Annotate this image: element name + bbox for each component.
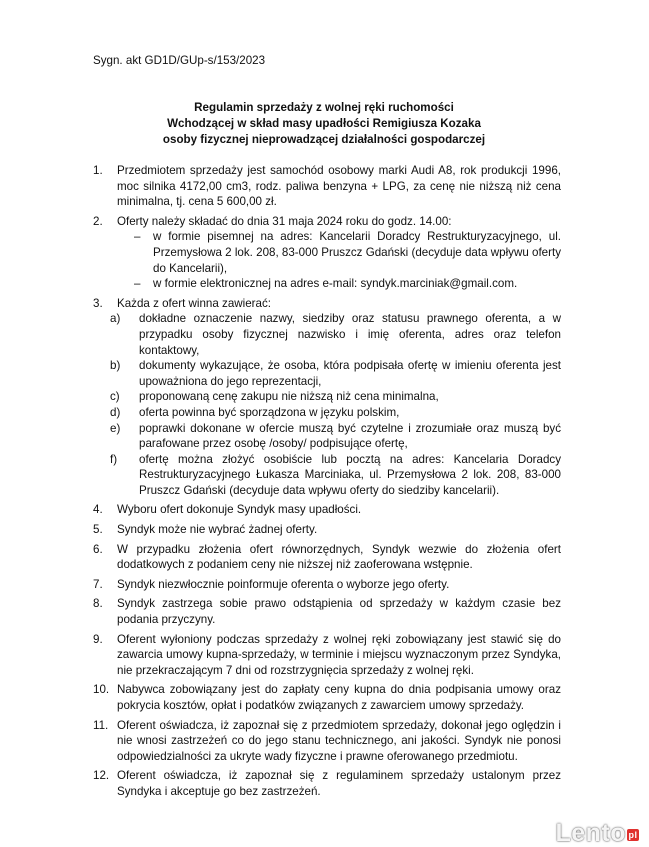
- lettered-item: [93, 311, 561, 358]
- lento-watermark: [555, 819, 639, 847]
- letter-marker: b): [110, 359, 121, 373]
- dash-marker: –: [134, 230, 141, 244]
- item-text: Oferent wyłoniony podczas sprzedaży z wolnej ręki zobowiązany jest stawić się do zawarcia umowy kupna-sprzedaży, w terminie i miejscu wyznaczonym przez Syndyka, nie przekraczającym 7 dni od rozstrzygnięcia sprzedaży z wolnej ręki.: [117, 632, 561, 677]
- letter-marker: c): [110, 390, 120, 404]
- item-number: 2.: [93, 214, 103, 228]
- item-text: Przedmiotem sprzedaży jest samochód osobowy marki Audi A8, rok produkcji 1996, moc silnika 4172,00 cm3, rodz. paliwa benzyna + LPG, za cenę nie niższą niż cena minimalna, tj. cena 5 600,00 zł.: [117, 164, 561, 209]
- watermark-text: Lento: [555, 819, 626, 847]
- item-number: 3.: [93, 296, 103, 310]
- item-number: 9.: [93, 632, 103, 646]
- lettered-item: [93, 421, 561, 452]
- lettered-text: dokładne oznaczenie nazwy, siedziby oraz statusu prawnego oferenta, a w przypadku osoby fizycznej nazwisko i imię oferenta, adres oraz telefon kontaktowy,: [139, 312, 561, 357]
- item-number: 11.: [93, 718, 109, 732]
- list-item: [93, 163, 561, 210]
- item-text: Oferty należy składać do dnia 31 maja 2024 roku do godz. 14.00:: [117, 214, 452, 228]
- item-number: 4.: [93, 503, 103, 517]
- item-number: 10.: [93, 683, 110, 697]
- list-item: [93, 542, 561, 573]
- lettered-text: dokumenty wykazujące, że osoba, która podpisała ofertę w imieniu oferenta jest upoważniona do jego reprezentacji,: [139, 359, 561, 388]
- watermark-badge: pl: [628, 829, 638, 840]
- dash-text: w formie elektronicznej na adres e-mail: syndyk.marciniak@gmail.com.: [153, 277, 518, 291]
- item-number: 1.: [93, 164, 103, 177]
- list-item: [93, 522, 561, 538]
- item-text: Syndyk może nie wybrać żadnej oferty.: [117, 523, 318, 537]
- item-text: Syndyk zastrzega sobie prawo odstąpienia od sprzedaży w każdym czasie bez podania przyczyny.: [117, 597, 561, 627]
- item-text: Oferent oświadcza, iż zapoznał się z regulaminem sprzedaży ustalonym przez Syndyka i akceptuje go bez zastrzeżeń.: [117, 769, 561, 798]
- lettered-item: [93, 358, 561, 389]
- item-number: 7.: [93, 577, 103, 591]
- item-text: W przypadku złożenia ofert równorzędnych, Syndyk wezwie do złożenia ofert dodatkowych z podaniem ceny nie niższej niż zaoferowana wstępnie.: [117, 542, 561, 572]
- list-item: [93, 682, 561, 713]
- letter-marker: f): [110, 452, 118, 466]
- case-reference: Sygn. akt GD1D/GUp-s/153/2023: [93, 54, 266, 67]
- regulation-list: [93, 163, 561, 800]
- lettered-text: oferta powinna być sporządzona w języku polskim,: [139, 405, 400, 419]
- lettered-text: ofertę można złożyć osobiście lub pocztą na adres: Kancelaria Doradcy Restrukturyzacyjnego Łukasza Marciniaka, ul. Przemysłowa 2 lok. 208, 83-000 Pruszcz Gdański (decyduje data wpływu oferty do siedziby kancelarii).: [139, 452, 561, 497]
- dash-item: [93, 276, 561, 292]
- lettered-text: proponowaną cenę zakupu nie niższą niż cena minimalna,: [139, 390, 439, 404]
- list-item: [93, 718, 561, 765]
- list-item: [93, 296, 561, 312]
- lettered-item: [93, 389, 561, 405]
- dash-item: [93, 229, 561, 276]
- letter-marker: e): [110, 421, 121, 435]
- item-number: 6.: [93, 542, 103, 556]
- title-line: osoby fizycznej nieprowadzącej działalności gospodarczej: [162, 133, 486, 146]
- item-text: Wyboru ofert dokonuje Syndyk masy upadłości.: [117, 503, 362, 517]
- letter-marker: a): [110, 312, 121, 326]
- item-text: Nabywca zobowiązany jest do zapłaty ceny kupna do dnia podpisania umowy oraz pokrycia kosztów, opłat i podatków związanych z zawarciem umowy sprzedaży.: [117, 683, 561, 712]
- item-text: Syndyk niezwłocznie poinformuje oferenta o wyborze jego oferty.: [117, 577, 450, 591]
- lettered-item: [93, 452, 561, 499]
- lettered-text: poprawki dokonane w ofercie muszą być czytelne i zrozumiałe oraz muszą być parafowane przez osobę /osoby/ podpisujące ofertę,: [139, 421, 561, 451]
- list-item: [93, 596, 561, 627]
- list-item: [93, 502, 561, 518]
- item-number: 5.: [93, 523, 103, 537]
- dash-marker: –: [134, 277, 141, 291]
- item-number: 12.: [93, 769, 110, 783]
- item-text: Oferent oświadcza, iż zapoznał się z przedmiotem sprzedaży, dokonał jego oględzin i nie wnosi zastrzeżeń co do jego stanu technicznego, ani jakości. Syndyk nie ponosi odpowiedzialności za ukryte wady fizyczne i prawne oferowanego przedmiotu.: [117, 718, 561, 763]
- dash-text: w formie pisemnej na adres: Kancelarii Doradcy Restrukturyzacyjnego, ul. Przemysłowa 2 lok. 208, 83-000 Pruszcz Gdański (decyduje data wpływu oferty do Kancelarii),: [153, 230, 561, 275]
- document-title: [90, 100, 558, 148]
- title-line: Regulamin sprzedaży z wolnej ręki ruchomości: [194, 101, 454, 114]
- list-item: [93, 768, 561, 799]
- item-text: Każda z ofert winna zawierać:: [117, 296, 272, 310]
- lettered-item: [93, 405, 561, 421]
- letter-marker: d): [110, 405, 121, 419]
- list-item: [93, 632, 561, 679]
- list-item: [93, 577, 561, 593]
- title-line: Wchodzącej w skład masy upadłości Remigiusza Kozaka: [167, 117, 481, 130]
- list-item: [93, 214, 561, 230]
- item-number: 8.: [93, 597, 103, 611]
